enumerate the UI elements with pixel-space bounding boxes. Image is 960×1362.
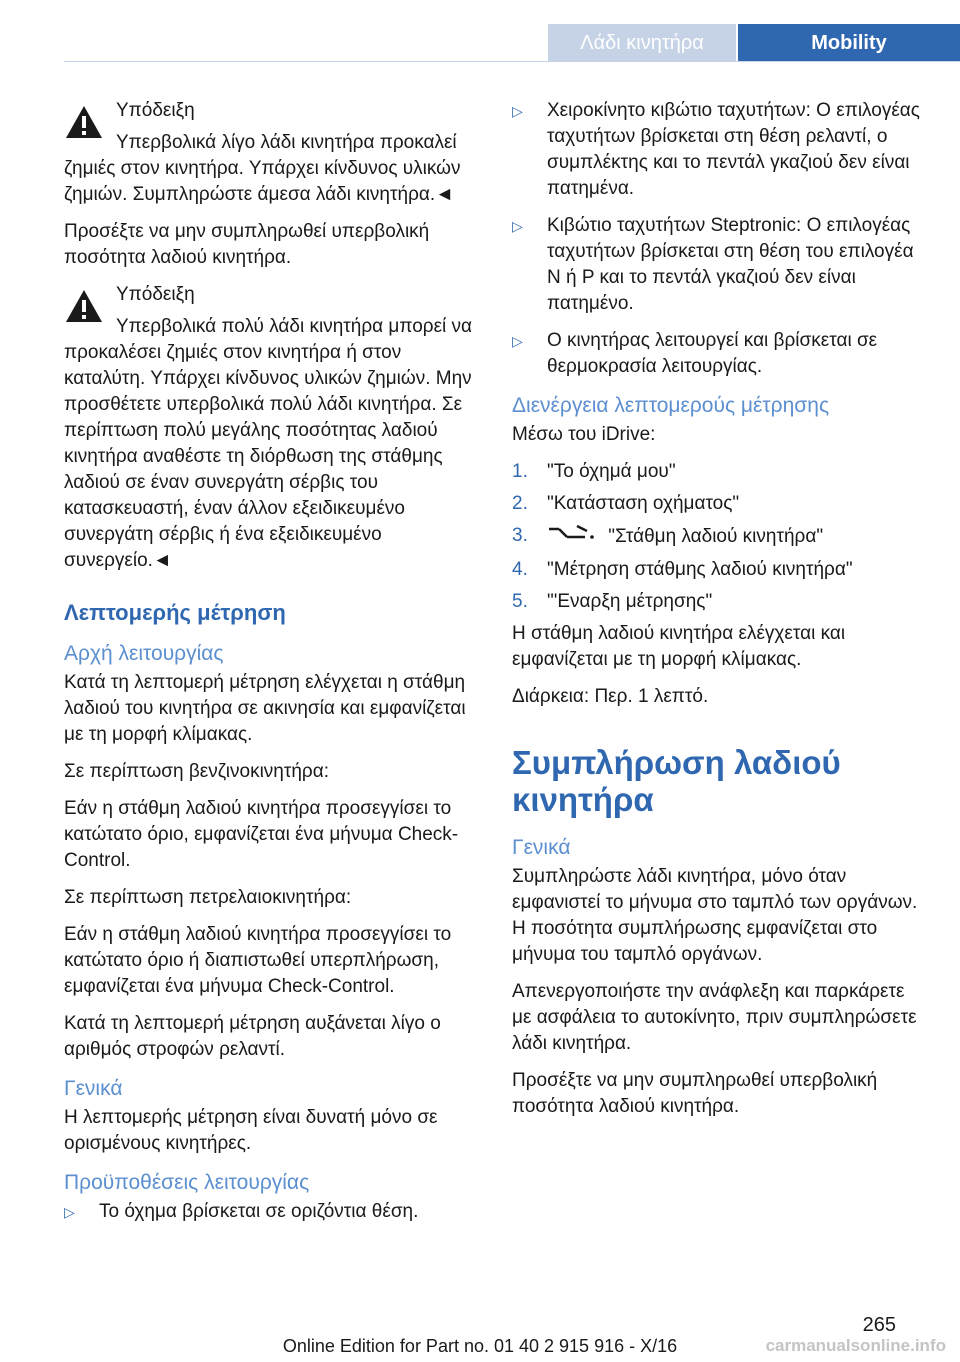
bullet-marker-icon: ▷ [512, 218, 523, 234]
paragraph-petrol: Εάν η στάθμη λαδιού κινητήρα προσεγγίσει το κατώτατο όριο, εμφανίζεται ένα μήνυμα Check-Control. [64, 798, 459, 871]
paragraph-topup-3: Προσέξτε να μην συμπληρωθεί υπερβολική ποσότητα λαδιού κινητήρα. [512, 1070, 878, 1117]
warning-title: Υπόδειξη [116, 284, 195, 305]
page-number: 265 [862, 1314, 896, 1336]
paragraph-idle: Κατά τη λεπτομερή μέτρηση αυξάνεται λίγο ο αριθμός στροφών ρελαντί. [64, 1013, 441, 1060]
subheading-general: Γενικά [64, 1077, 123, 1100]
footer-edition: Online Edition for Part no. 01 40 2 915 916 - X/16 [282, 1336, 678, 1356]
list-item-text: Ο κινητήρας λειτουργεί και βρίσκεται σε θερμοκρασία λειτουργίας. [547, 330, 878, 377]
list-item-text: Χειροκίνητο κιβώτιο ταχυτήτων: Ο επιλογέας ταχυτήτων βρίσκεται στη θέση ρελαντί, ο συμπλέκτης και το πεντάλ γκαζιού δεν είναι πατημένα. [547, 100, 920, 199]
step-item [512, 491, 924, 517]
step-number: 2. [512, 493, 528, 514]
header-section-title: Λάδι κινητήρα [548, 24, 736, 62]
list-item [512, 213, 924, 317]
warning-title: Υπόδειξη [116, 100, 195, 121]
step-item [512, 523, 924, 551]
warning-text: Υπερβολικά λίγο λάδι κινητήρα προκαλεί ζημιές στον κινητήρα. Υπάρχει κίνδυνος υλικών ζημιών. Συμπληρώστε άμεσα λάδι κινητήρα.◄ [64, 132, 461, 205]
paragraph-duration: Διάρκεια: Περ. 1 λεπτό. [512, 686, 709, 707]
step-text: "Στάθμη λαδιού κινητήρα" [608, 526, 824, 548]
list-item [64, 1199, 476, 1225]
step-number: 1. [512, 461, 528, 482]
paragraph-checked: Η στάθμη λαδιού κινητήρα ελέγχεται και εμφανίζεται με τη μορφή κλίμακας. [512, 623, 846, 670]
subheading-run-measurement: Διενέργεια λεπτομερούς μέτρησης [512, 394, 830, 417]
warning-text: Υπερβολικά πολύ λάδι κινητήρα μπορεί να προκαλέσει ζημιές στον κινητήρα ή στον καταλύτη. Υπάρχει κίνδυνος υλικών ζημιών. Μην προσθέτετε υπερβολικά πολύ λάδι κινητήρα. Σε περίπτωση πολύ μεγάλης ποσότητας λαδιού κινητήρα αναθέστε τη διόρθωση της στάθμης λαδιού σε έναν συνεργάτη σέρβις του κατασκευαστή, έναν άλλον εξειδικευμένο συνεργάτη σέρβις ή ένα εξειδικευμένο συνεργείο.◄ [64, 316, 473, 571]
list-item-text: Κιβώτιο ταχυτήτων Steptronic: Ο επιλογέας ταχυτήτων βρίσκεται στη θέση του επιλογέα N ή P και το πεντάλ γκαζιού δεν είναι πατημένο. [547, 215, 914, 314]
list-item [512, 98, 924, 202]
step-item [512, 589, 924, 615]
subheading-principle: Αρχή λειτουργίας [64, 642, 224, 665]
warning-triangle-icon [64, 288, 104, 324]
heading-topping-up: Συμπλήρωση λαδιού κινητήρα [512, 744, 841, 818]
bullet-marker-icon: ▷ [64, 1204, 75, 1220]
warning-note-1 [64, 98, 476, 208]
list-item [512, 328, 924, 380]
subheading-prerequisites: Προϋποθέσεις λειτουργίας [64, 1171, 310, 1194]
list-item-text: Το όχημα βρίσκεται σε οριζόντια θέση. [99, 1201, 419, 1222]
header-chapter-title: Mobility [738, 24, 960, 62]
step-item [512, 557, 924, 583]
step-text: "Κατάσταση οχήματος" [547, 493, 740, 514]
paragraph-overfill: Προσέξτε να μην συμπληρωθεί υπερβολική ποσότητα λαδιού κινητήρα. [64, 221, 430, 268]
paragraph-principle: Κατά τη λεπτομερή μέτρηση ελέγχεται η στάθμη λαδιού του κινητήρα σε ακινησία και εμφανίζεται με τη μορφή κλίμακας. [64, 672, 466, 745]
step-text: "Το όχημά μου" [547, 461, 676, 482]
right-column [512, 98, 924, 1131]
paragraph-via-idrive: Μέσω του iDrive: [512, 424, 656, 445]
watermark: carmanualsonline.info [765, 1336, 946, 1355]
paragraph-topup-1: Συμπληρώστε λάδι κινητήρα, μόνο όταν εμφανιστεί το μήνυμα στο ταμπλό των οργάνων. Η ποσότητα συμπλήρωσης εμφανίζεται στο μήνυμα του ταμπλό οργάνων. [512, 866, 918, 965]
step-number: 3. [512, 525, 528, 546]
left-column [64, 98, 476, 1236]
warning-triangle-icon [64, 104, 104, 140]
paragraph-diesel: Εάν η στάθμη λαδιού κινητήρα προσεγγίσει το κατώτατο όριο ή διαπιστωθεί υπερπλήρωση, εμφανίζεται ένα μήνυμα Check-Control. [64, 924, 452, 997]
warning-note-2 [64, 282, 476, 574]
step-number: 5. [512, 591, 528, 612]
vehicle-settings-icon [547, 523, 595, 551]
paragraph-petrol-label: Σε περίπτωση βενζινοκινητήρα: [64, 761, 330, 782]
step-text: "'Εναρξη μέτρησης" [547, 591, 713, 612]
paragraph-diesel-label: Σε περίπτωση πετρελαιοκινητήρα: [64, 887, 352, 908]
header-rule [64, 61, 960, 62]
step-text: "Μέτρηση στάθμης λαδιού κινητήρα" [547, 559, 853, 580]
heading-detailed-measurement: Λεπτομερής μέτρηση [64, 600, 286, 625]
step-number: 4. [512, 559, 528, 580]
bullet-marker-icon: ▷ [512, 103, 523, 119]
subheading-general: Γενικά [512, 836, 571, 859]
step-item [512, 459, 924, 485]
paragraph-general: Η λεπτομερής μέτρηση είναι δυνατή μόνο σε ορισμένους κινητήρες. [64, 1107, 438, 1154]
bullet-marker-icon: ▷ [512, 333, 523, 349]
paragraph-topup-2: Απενεργοποιήστε την ανάφλεξη και παρκάρετε με ασφάλεια το αυτοκίνητο, πριν συμπληρώσετε λάδι κινητήρα. [512, 981, 917, 1054]
